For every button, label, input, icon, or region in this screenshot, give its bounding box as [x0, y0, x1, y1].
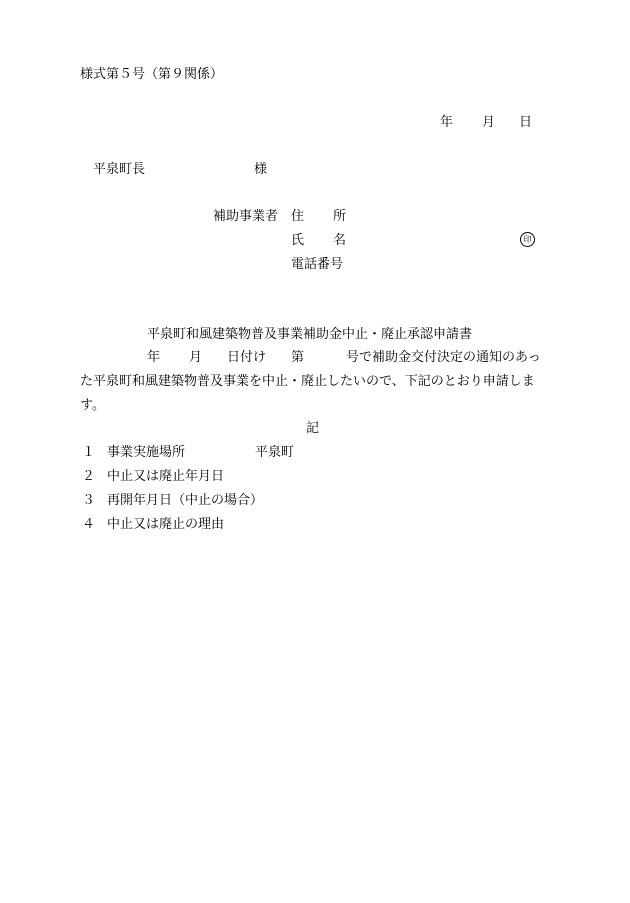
ki-heading: 記	[306, 421, 320, 436]
item-number: ４	[82, 517, 96, 532]
body-line-2: た平泉町和風建築物普及事業を中止・廃止したいので、下記のとおり申請しま	[80, 374, 535, 389]
body-month-label: 月	[189, 350, 203, 365]
date-month-label: 月	[482, 115, 496, 130]
address-label-part1: 住	[291, 209, 305, 224]
item-value: 平泉町	[255, 445, 295, 460]
item-number: ３	[82, 493, 96, 508]
item-number: １	[82, 445, 96, 460]
name-label-part1: 氏	[291, 233, 305, 248]
date-day-label: 日	[519, 115, 533, 130]
name-label-part2: 名	[333, 233, 347, 248]
address-label-part2: 所	[333, 209, 347, 224]
form-number: 様式第５号（第９関係）	[80, 67, 224, 82]
item-label: 中止又は廃止年月日	[107, 469, 225, 484]
body-line-3: す。	[80, 398, 105, 413]
phone-label: 電話番号	[291, 257, 344, 272]
seal-icon: 印	[520, 232, 535, 247]
body-line-1-rest: 号で補助金交付決定の通知のあっ	[346, 350, 541, 365]
item-number: ２	[82, 469, 96, 484]
item-label: 事業実施場所	[107, 445, 186, 460]
date-year-label: 年	[440, 115, 454, 130]
item-label: 中止又は廃止の理由	[107, 517, 225, 532]
applicant-label: 補助事業者	[213, 209, 279, 224]
body-day-dated-label: 日付け	[227, 350, 267, 365]
addressee-name: 平泉町長	[93, 162, 146, 177]
item-label: 再開年月日（中止の場合）	[107, 493, 264, 508]
document-title: 平泉町和風建築物普及事業補助金中止・廃止承認申請書	[147, 327, 473, 342]
addressee-honorific: 様	[254, 162, 268, 177]
body-year-label: 年	[147, 350, 161, 365]
body-number-prefix: 第	[291, 350, 305, 365]
